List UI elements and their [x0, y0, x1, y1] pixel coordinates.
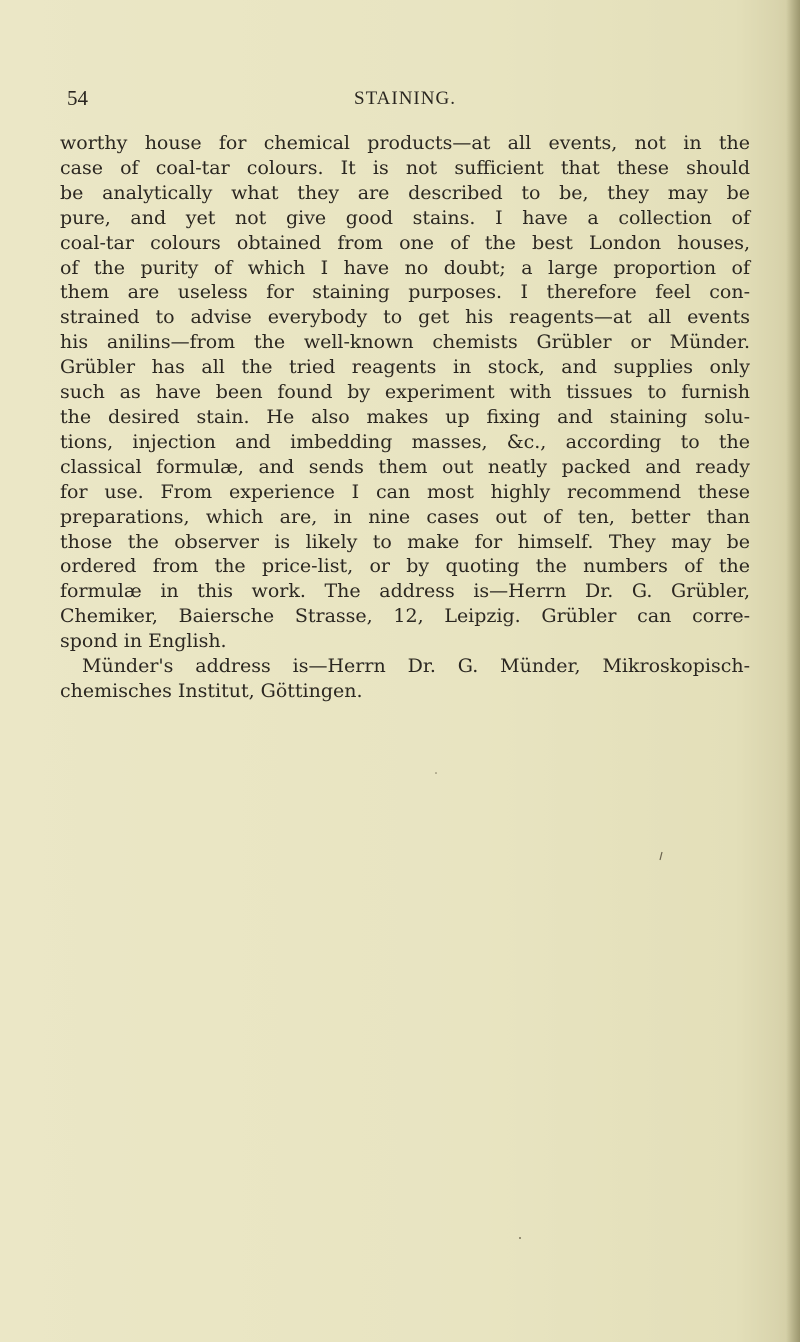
text-line: coal-tar colours obtained from one of the best London houses, — [60, 231, 750, 254]
page-header — [60, 86, 750, 116]
text-line: his anilins—from the well-known chemists Grübler or Münder. — [60, 331, 750, 354]
running-title: STAINING. — [354, 88, 456, 109]
text-line: spond in English. — [60, 630, 227, 653]
text-line: Grübler has all the tried reagents in stock, and supplies only — [60, 356, 750, 379]
text-line: strained to advise everybody to get his reagents—at all events — [60, 306, 750, 329]
text-line: ordered from the price-list, or by quoting the numbers of the — [60, 555, 750, 578]
text-line: preparations, which are, in nine cases out of ten, better than — [60, 505, 750, 528]
text-line: formulæ in this work. The address is—Herrn Dr. G. Grübler, — [60, 580, 750, 603]
text-line: Münder's address is—Herrn Dr. G. Münder, Mikroskopisch- — [82, 655, 750, 678]
text-line: the desired stain. He also makes up fixing and staining solu- — [60, 405, 750, 428]
text-line: tions, injection and imbedding masses, &c., according to the — [60, 430, 750, 453]
ink-speck — [519, 1237, 521, 1239]
text-line: such as have been found by experiment with tissues to furnish — [60, 381, 750, 404]
body-text — [60, 131, 750, 704]
text-line: Chemiker, Baiersche Strasse, 12, Leipzig. Grübler can corre- — [60, 605, 750, 628]
text-line: be analytically what they are described to be, they may be — [60, 181, 750, 204]
text-line: pure, and yet not give good stains. I have a collection of — [60, 206, 750, 229]
ink-speck — [660, 852, 662, 860]
text-line: of the purity of which I have no doubt; a large proportion of — [60, 256, 750, 279]
text-line: them are useless for staining purposes. I therefore feel con- — [60, 281, 750, 304]
text-line: classical formulæ, and sends them out neatly packed and ready — [60, 455, 750, 478]
ink-speck — [435, 772, 437, 774]
text-line: those the observer is likely to make for himself. They may be — [60, 530, 750, 553]
text-line: case of coal-tar colours. It is not sufficient that these should — [60, 156, 750, 179]
page-number: 54 — [67, 86, 88, 110]
text-line: chemisches Institut, Göttingen. — [60, 679, 363, 702]
text-line: for use. From experience I can most highly recommend these — [60, 480, 750, 503]
text-line: worthy house for chemical products—at all events, not in the — [60, 132, 750, 154]
page-edge-shadow — [786, 0, 800, 1342]
